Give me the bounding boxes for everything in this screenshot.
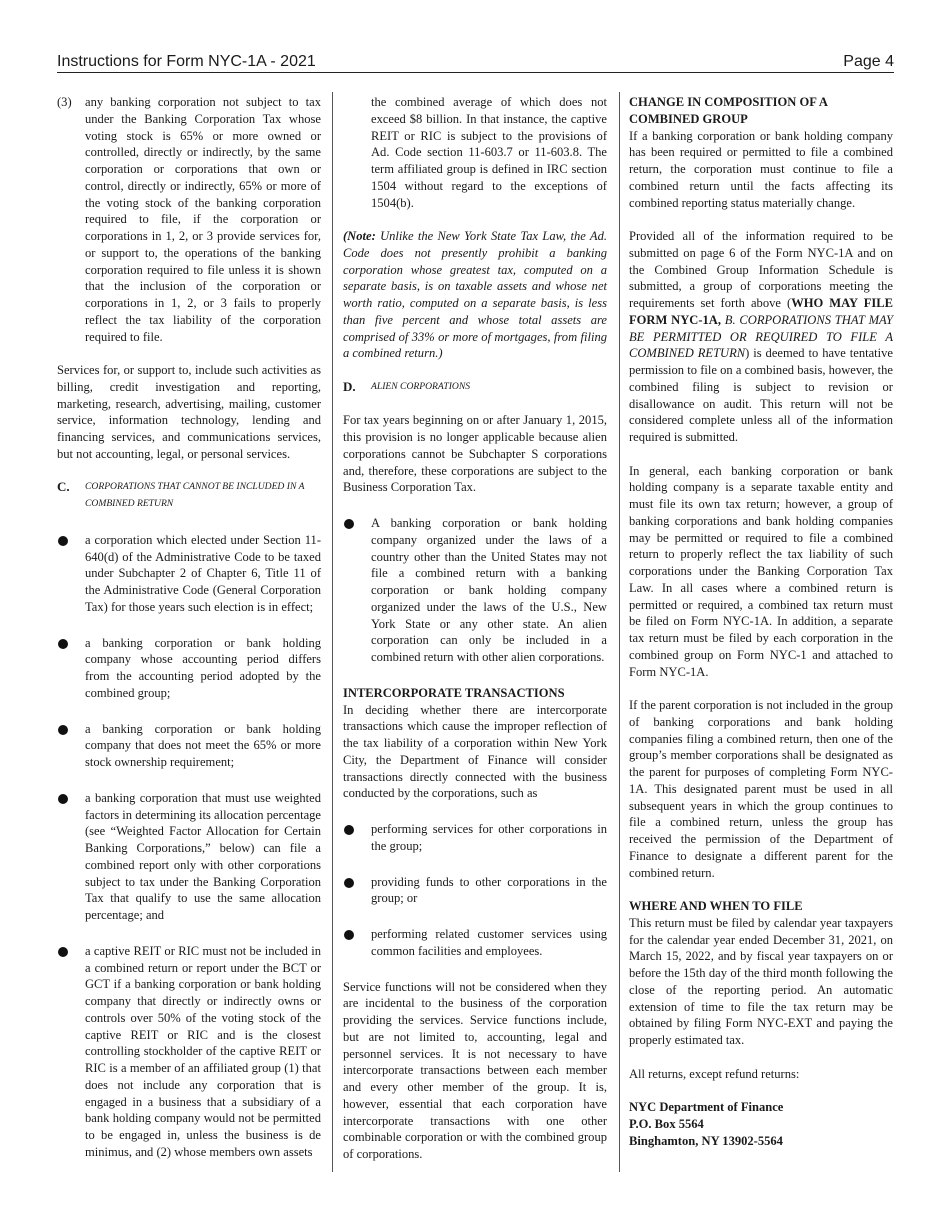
intercorporate-heading: INTERCORPORATE TRANSACTIONS	[343, 685, 565, 700]
bullet-item	[57, 721, 321, 771]
note-text: Unlike the New York State Tax Law, the Ad. Code does not presently prohibit a banking corporation whose greatest tax, computed on a separate basis, is on taxable assets and whose net worth ratio, computed on a separate basis, is less than five percent and whose total assets are comprised of 33% or more of mortgages, from filing a combined return.)	[343, 229, 608, 361]
bullet-item	[57, 943, 321, 1161]
bullet-item	[343, 515, 607, 666]
parent-paragraph: If the parent corporation is not included in the group of banking corporations and bank holding companies filing a combined return, then one of the group’s member corporations shall be designated as the parent for purposes of completing Form NYC-1A. This designated parent must be used in all subsequent years in which the group continues to file a combined return, unless the group has received the permission of the Department of Finance to designate a different parent for the combined return.	[629, 698, 893, 880]
bullet-icon	[58, 725, 68, 735]
bullet-text: a banking corporation or bank holding company whose accounting period differs from the accounting period adopted by the combined group;	[85, 635, 321, 700]
list-item-3	[57, 94, 321, 345]
intercorporate-paragraph: In deciding whether there are intercorporate transactions which cause the improper reflection of the tax liability of a corporation within New York City, the Department of Finance will consider transactions directly connected with the business conducted by the corporations, such as	[343, 702, 607, 801]
continued-bullet-text: the combined average of which does not exceed $8 billion. In that instance, the captive REIT or RIC is subject to the provisions of Ad. Code section 11-603.7 or 11-603.8. The term affiliated group is defined in IRC section 1504 without regard to the exceptions of 1504(b).	[371, 95, 607, 210]
list-item-text: any banking corporation not subject to tax under the Banking Corporation Tax whose voting stock is 65% or more owned or controlled, directly or indirectly, by the same corporation or corporations that own or control, directly or indirectly, 65% or more of the voting stock of the banking corporation required to file, if the corporation or corporations in 1, 2, or 3 provide services for, or support to, the operations of the banking corporation required to file unless it is shown that the inclusion of the corporation or corporations in 1, 2, or 3 fails to properly reflect the tax liability of the corporation required to file.	[85, 95, 321, 344]
bullet-item	[57, 635, 321, 702]
bullet-icon	[58, 639, 68, 649]
provided-text-bold: WHO MAY FILE FORM NYC-1A,	[629, 296, 893, 327]
section-letter: D.	[343, 378, 356, 394]
address-line: Binghamton, NY 13902-5564	[629, 1133, 783, 1148]
all-returns-text: All returns, except refund returns:	[629, 1066, 800, 1081]
where-when-paragraph: This return must be filed by calendar year taxpayers for the calendar year ended December 31, 2021, on March 15, 2022, and by fiscal year taxpayers on or before the 15th day of the third month following the close of the reporting period. An automatic extension of time to file the tax return may be obtained by filing Form NYC-EXT and paying the properly estimated tax.	[629, 915, 893, 1047]
column-2	[343, 94, 607, 1163]
where-when-heading: WHERE AND WHEN TO FILE	[629, 899, 803, 913]
column-1	[57, 94, 321, 1161]
bullet-text: a corporation which elected under Section 11-640(d) of the Administrative Code to be taxed under Subchapter 2 of Chapter 6, Title 11 of the Administrative Code (General Corporation Tax) for those years such election is in effect;	[85, 532, 321, 614]
general-paragraph: In general, each banking corporation or bank holding company is a separate taxable entity and must file its own tax return; however, a group of banking corporations and bank holding companies may be permitted or required to file a combined return to properly reflect the tax liability of such corporations under the Banking Corporation Tax Law. In all cases where a combined return is permitted or required, a combined tax return must be filed on Form NYC-1A. In addition, a separate tax return must be filed by each corporation in the combined group on Form NYC-1 and attached to Form NYC-1A.	[629, 463, 893, 679]
section-c-heading	[57, 479, 321, 513]
bullet-icon	[344, 930, 354, 940]
bullet-item	[57, 532, 321, 616]
column-divider-1	[332, 92, 333, 1172]
column-divider-2	[619, 92, 620, 1172]
bullet-icon	[58, 947, 68, 957]
provided-text-italic: B. CORPORATIONS THAT MAY BE PERMITTED OR REQUIRED TO FILE A COMBINED RETURN	[629, 312, 894, 361]
bullet-item	[343, 821, 607, 855]
provided-text-b: ) is deemed to have tentative permission to file on a combined basis, however, the combined filing is subject to revision or disallowance on audit. This return will not be considered complete unless all of the information required is submitted.	[629, 346, 893, 444]
address-line: P.O. Box 5564	[629, 1116, 704, 1131]
bullet-icon	[344, 878, 354, 888]
bullet-item	[57, 790, 321, 924]
form-title: Instructions for Form NYC-1A - 2021	[57, 53, 316, 70]
section-letter: C.	[57, 479, 70, 495]
note-paragraph	[343, 228, 607, 362]
provided-text-a: Provided all of the information required to be submitted on page 6 of the Form NYC-1A and on the Combined Group Information Schedule is submitted, a group of corporations meeting the requirements set forth above (	[629, 229, 893, 310]
services-paragraph: Services for, or support to, include such activities as billing, credit investigation and reporting, marketing, research, advertising, mailing, customer service, information technology, lending and financing services, and communications services, but not accounting, legal, or personal services.	[57, 363, 321, 461]
bullet-item	[343, 926, 607, 960]
column-3	[629, 94, 893, 1149]
page-header	[57, 52, 894, 72]
mailing-address	[629, 1099, 893, 1149]
bullet-icon	[344, 825, 354, 835]
bullet-icon	[58, 536, 68, 546]
section-title: CORPORATIONS THAT CANNOT BE INCLUDED IN A COMBINED RETURN	[85, 481, 305, 509]
change-composition-paragraph: If a banking corporation or bank holding company has been required or permitted to file a combined return, the corporation must continue to file a combined return until the facts affecting its combined reporting status materially change.	[629, 128, 893, 210]
note-label: (Note:	[343, 229, 376, 243]
service-functions-paragraph: Service functions will not be considered when they are incidental to the business of the corporation providing the services. Service functions include, but are not limited to, accounting, legal and personnel services. It is not necessary to have intercorporate transactions between each member and every other member of the group. It is, however, essential that each corporation have intercorporate transactions with one other combinable corporation or with the combined group of corporations.	[343, 979, 607, 1161]
bullet-text: A banking corporation or bank holding company organized under the laws of a country other than the United States may not file a combined return with a banking corporation or bank holding company organized under the laws of the U.S., New York State or any other state. An alien corporation can only be included in a combined return with other alien corporations.	[371, 516, 607, 664]
bullet-text: a banking corporation that must use weighted factors in determining its allocation percentage (see “Weighted Factor Allocation for Certain Banking Corporations,” below) can file a combined report only with other corporations subject to tax under the Banking Corporation Tax that qualify to use the same allocation percentage; and	[85, 790, 321, 922]
section-d-heading	[343, 379, 607, 396]
provided-paragraph	[629, 228, 893, 446]
bullet-icon	[58, 794, 68, 804]
bullet-text: performing services for other corporations in the group;	[371, 822, 607, 853]
bullet-text: a captive REIT or RIC must not be included in a combined return or report under the BCT or GCT if a banking corporation or bank holding company that directly or indirectly owns or controls over 50% of the voting stock of the captive REIT or RIC and is the closest controlling stockholder of the captive REIT or RIC is a member of an affiliated group (1) that does not include any corporation that is engaged in a business that a subsidiary of a bank holding company would not be permitted to be engaged in, unless the business is de minimus, and (2) whose members own assets	[85, 943, 321, 1159]
bullet-item	[343, 874, 607, 908]
bullet-text: performing related customer services using common facilities and employees.	[371, 927, 607, 958]
header-divider	[57, 72, 894, 73]
list-item-number: (3)	[57, 95, 72, 109]
alien-paragraph: For tax years beginning on or after January 1, 2015, this provision is no longer applicable because alien corporations cannot be Subchapter S corporations and, therefore, these corporations are subject to the Business Corporation Tax.	[343, 413, 607, 495]
bullet-text: a banking corporation or bank holding company that does not meet the 65% or more stock ownership requirement;	[85, 721, 321, 769]
bullet-text: providing funds to other corporations in the group; or	[371, 874, 607, 906]
address-line: NYC Department of Finance	[629, 1100, 784, 1114]
section-title: ALIEN CORPORATIONS	[371, 380, 471, 392]
page-number: Page 4	[843, 53, 894, 70]
bullet-icon	[344, 519, 354, 529]
change-composition-heading: CHANGE IN COMPOSITION OF A COMBINED GROUP	[629, 95, 828, 126]
